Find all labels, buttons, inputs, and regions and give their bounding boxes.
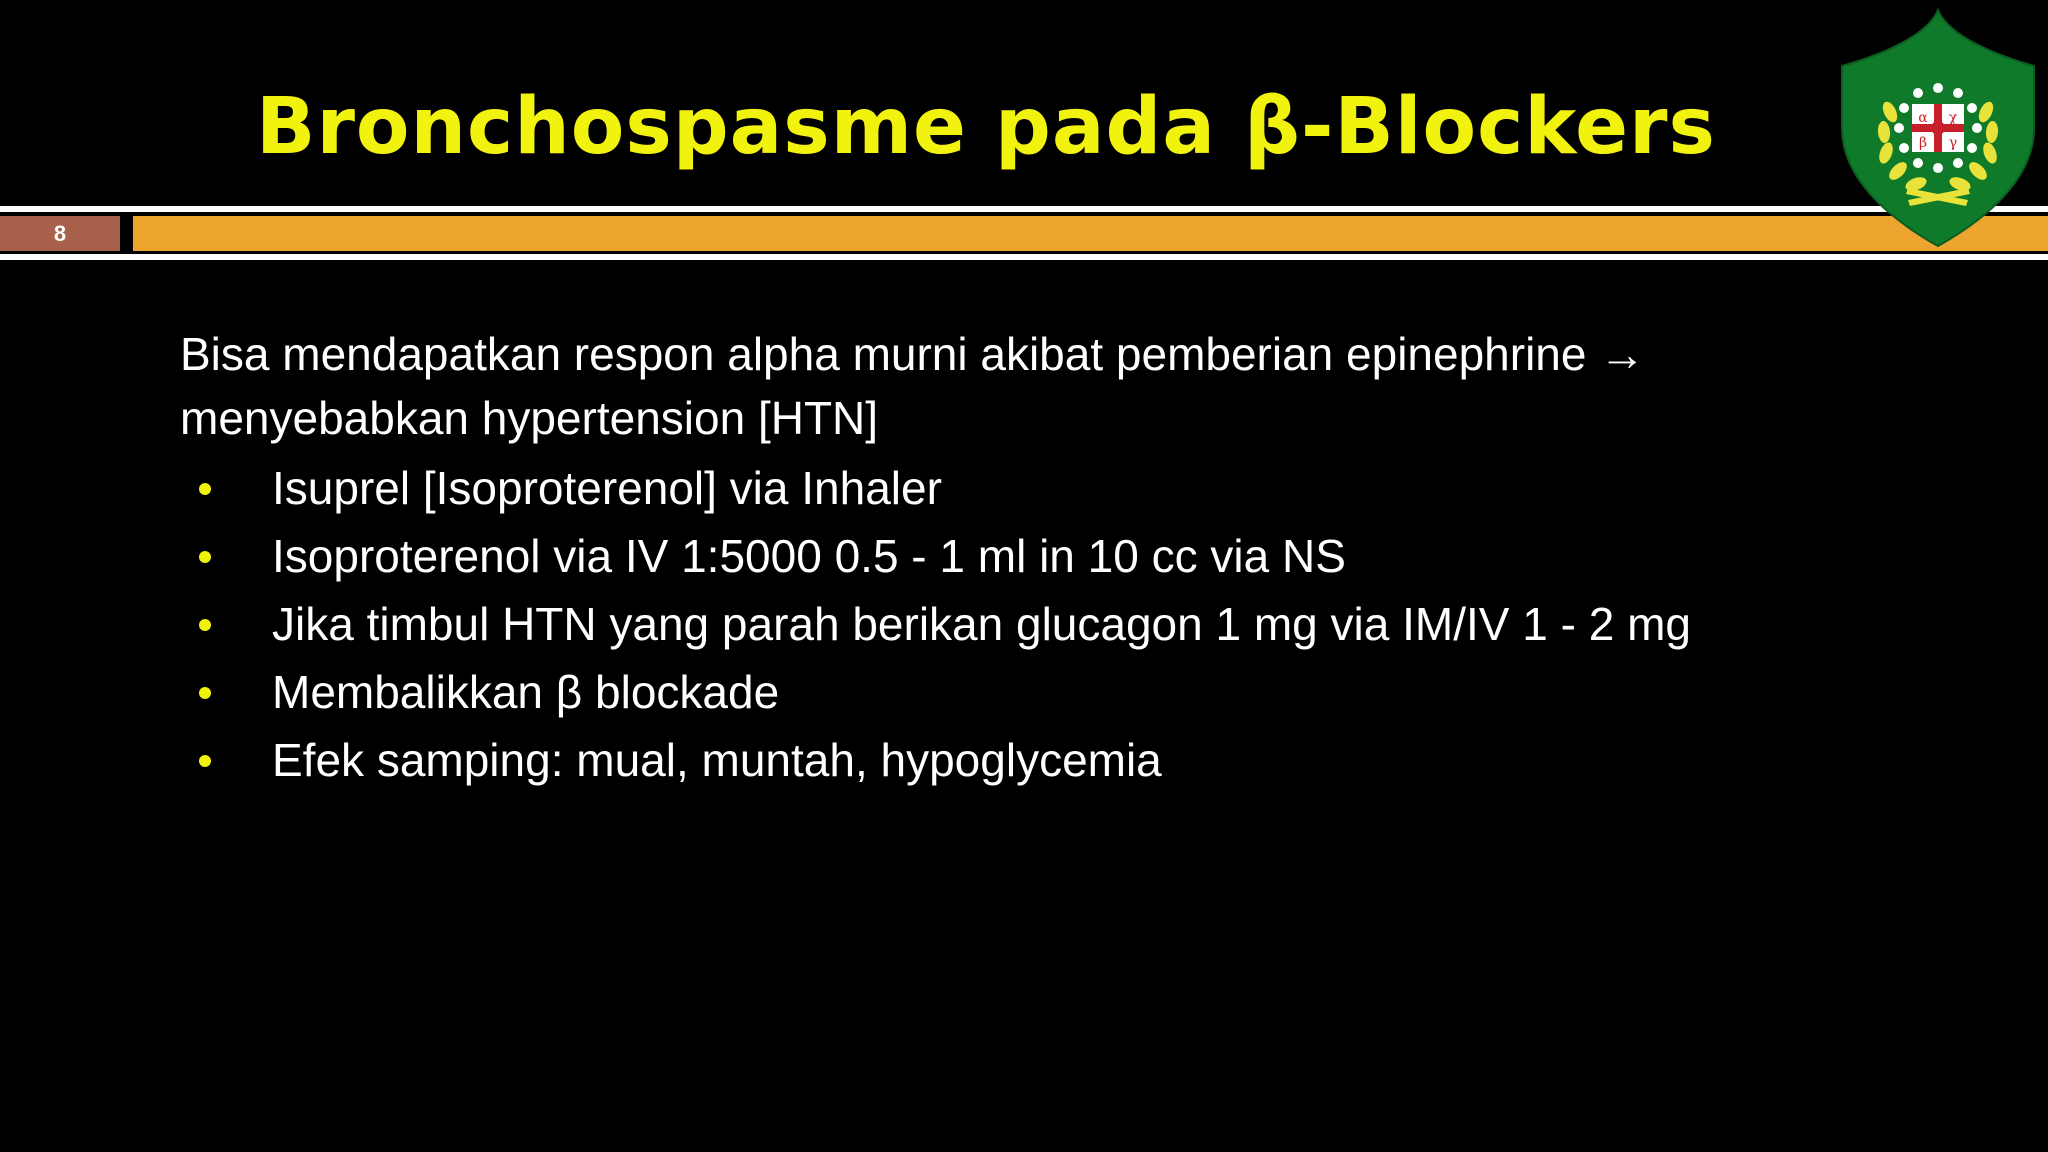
intro-line-1: Bisa mendapatkan respon alpha murni akibat pemberian epinephrine → <box>180 328 1646 380</box>
bullet-item <box>180 590 1880 658</box>
bullet-item <box>180 522 1880 590</box>
bullet-item <box>180 658 1880 726</box>
bullet-dot-icon <box>199 755 211 767</box>
accent-band <box>133 216 2048 251</box>
bullet-dot-icon <box>199 687 211 699</box>
logo-letter-alpha: α <box>1918 110 1928 126</box>
logo-letter-gamma: γ <box>1948 135 1958 151</box>
bullet-dot-icon <box>199 483 211 495</box>
bullet-text: Isoproterenol via IV 1:5000 0.5 - 1 ml in 10 cc via NS <box>272 530 1346 582</box>
bullet-item <box>180 726 1880 794</box>
slide-number: 8 <box>53 221 67 246</box>
bullet-text: Isuprel [Isoproterenol] via Inhaler <box>272 462 942 514</box>
bullet-list <box>180 454 1880 794</box>
bullet-text: Membalikkan β blockade <box>272 666 780 718</box>
slide-content <box>180 322 1880 794</box>
slide-title: Bronchospasme pada β-Blockers <box>256 82 1716 172</box>
bottom-divider <box>0 254 2048 260</box>
top-divider <box>0 206 2048 212</box>
logo-letter-chi: χ <box>1948 110 1958 126</box>
bullet-text: Jika timbul HTN yang parah berikan glucagon 1 mg via IM/IV 1 - 2 mg <box>272 598 1691 650</box>
bullet-dot-icon <box>199 551 211 563</box>
bullet-text: Efek samping: mual, muntah, hypoglycemia <box>272 734 1162 786</box>
bullet-item <box>180 454 1880 522</box>
shield-emblem-icon <box>1838 8 2038 248</box>
logo-letter-beta: β <box>1918 135 1928 151</box>
intro-line-2: menyebabkan hypertension [HTN] <box>180 392 879 444</box>
bullet-dot-icon <box>199 619 211 631</box>
